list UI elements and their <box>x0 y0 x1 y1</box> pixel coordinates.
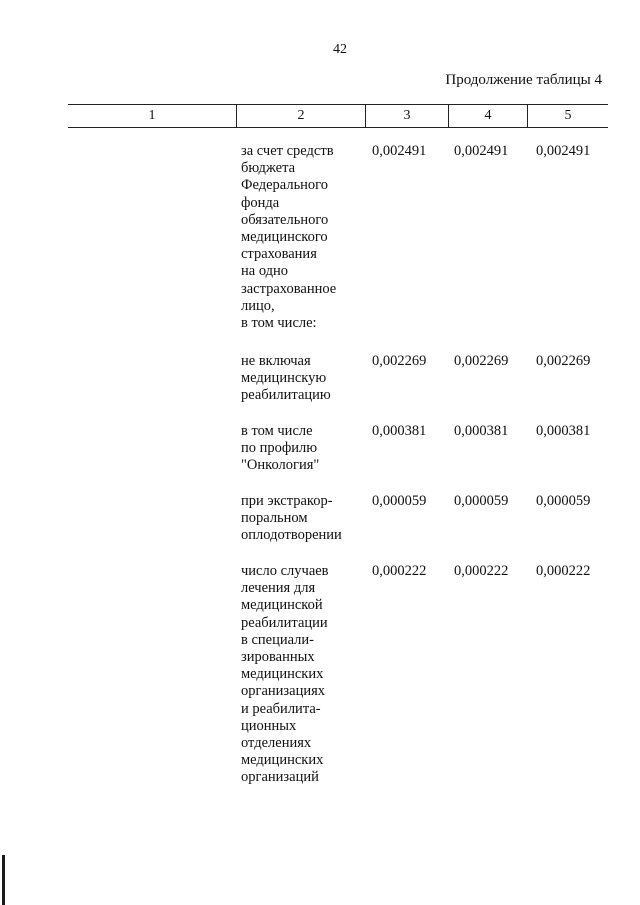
row-value-col4: 0,000381 <box>454 423 509 439</box>
row-description: не включая медицинскую реабилитацию <box>241 353 331 404</box>
column-header-3: 3 <box>403 108 411 123</box>
row-value-col4: 0,000059 <box>454 493 509 509</box>
row-value-col5: 0,002491 <box>536 143 591 159</box>
row-value-col4: 0,002269 <box>454 353 509 369</box>
row-value-col5: 0,000381 <box>536 423 591 439</box>
column-header-2: 2 <box>297 108 305 123</box>
row-value-col3: 0,000222 <box>372 563 427 579</box>
row-description: при экстракор- поральном оплодотворении <box>241 493 342 544</box>
column-header-4: 4 <box>484 108 492 123</box>
table-caption: Продолжение таблицы 4 <box>445 72 602 88</box>
row-value-col3: 0,000381 <box>372 423 427 439</box>
row-value-col3: 0,002269 <box>372 353 427 369</box>
row-value-col5: 0,002269 <box>536 353 591 369</box>
row-value-col5: 0,000059 <box>536 493 591 509</box>
table-header-row <box>68 104 608 128</box>
row-value-col4: 0,000222 <box>454 563 509 579</box>
column-header-5: 5 <box>564 108 572 123</box>
row-value-col3: 0,000059 <box>372 493 427 509</box>
row-value-col4: 0,002491 <box>454 143 509 159</box>
row-description: в том числе по профилю "Онкология" <box>241 423 320 474</box>
scan-edge-mark <box>2 855 5 905</box>
row-value-col5: 0,000222 <box>536 563 591 579</box>
column-header-1: 1 <box>148 108 156 123</box>
page-number: 42 <box>333 42 347 57</box>
row-value-col3: 0,002491 <box>372 143 427 159</box>
row-description: за счет средств бюджета Федерального фонда обязательного медицинского страхования на одно застрахованное лицо, в том числе: <box>241 143 337 332</box>
row-description: число случаев лечения для медицинской реабилитации в специали- зированных медицинских организациях и реабилита- ционных отделениях медицинских организаций <box>241 563 329 786</box>
